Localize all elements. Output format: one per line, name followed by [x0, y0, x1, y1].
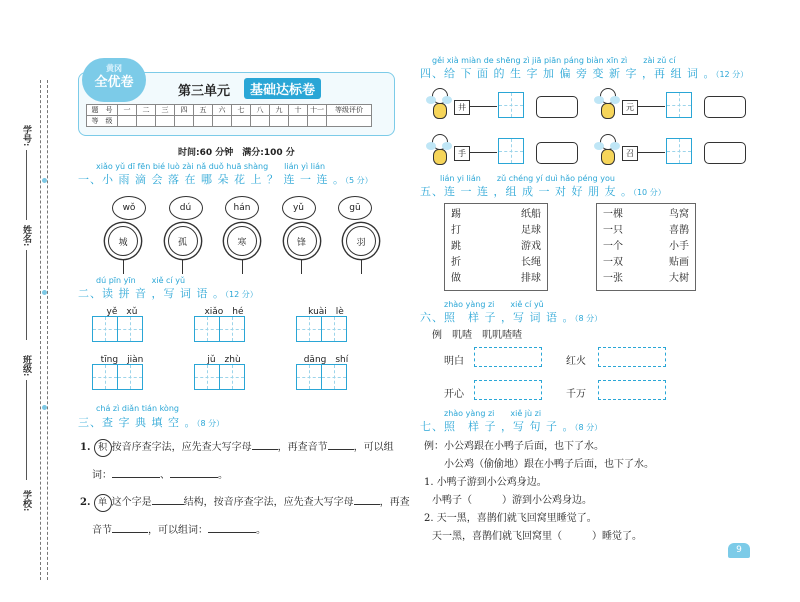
match-word[interactable]: 长绳 — [521, 257, 541, 268]
writing-cell[interactable] — [117, 316, 143, 342]
arrow-line — [637, 106, 665, 107]
flower-stem — [361, 260, 362, 274]
s3-q2a: 这个字是 — [111, 497, 152, 508]
word-answer-box[interactable] — [704, 142, 746, 164]
match-word[interactable]: 一只 — [603, 225, 623, 236]
flower[interactable] — [227, 226, 257, 274]
bee-icon — [594, 86, 620, 120]
s3-title-text: 三、查 字 典 填 空 。 — [78, 416, 197, 429]
writing-grid — [194, 364, 254, 390]
s7-a1b: ）游到小公鸡身边。 — [502, 495, 592, 506]
score-cell[interactable] — [156, 116, 175, 127]
match-word[interactable]: 一个 — [603, 241, 623, 252]
pinyin-label: yě xǔ — [106, 307, 138, 317]
s6-title — [420, 309, 602, 325]
match-word[interactable]: 鸟窝 — [669, 209, 689, 220]
s3-q1f: 。 — [218, 470, 228, 481]
score-col-header: 八 — [251, 105, 270, 116]
writing-cell[interactable] — [219, 316, 245, 342]
writing-cell[interactable] — [194, 364, 220, 390]
answer-blank[interactable] — [112, 477, 160, 478]
match-col-nouns — [521, 207, 541, 287]
s7-answer-1 — [432, 491, 592, 506]
s5-score: （10 分） — [632, 188, 666, 197]
s7-a2a: 天一黑，喜鹊们就飞回窝里（ — [432, 531, 562, 542]
score-table — [86, 104, 372, 127]
flower-head: 羽 — [346, 226, 376, 256]
bee-icon — [594, 132, 620, 166]
s3-q1d: 词： — [92, 470, 112, 481]
s3-q1e: 、 — [160, 470, 170, 481]
s3-q1-char: 积 — [94, 439, 112, 457]
answer-blank[interactable] — [112, 532, 148, 533]
s7-question-2: 2. 天一黑，喜鹊们就飞回窝里睡觉了。 — [424, 513, 597, 524]
match-box-left — [444, 203, 548, 291]
arrow-line — [469, 152, 497, 153]
raindrop[interactable]: dú — [169, 196, 203, 220]
score-cell[interactable] — [175, 116, 194, 127]
flower-head: 寒 — [227, 226, 257, 256]
writing-cell[interactable] — [321, 316, 347, 342]
s1-title — [78, 171, 373, 187]
s7-answer-2 — [432, 527, 642, 542]
score-grade-row — [87, 116, 372, 127]
s2-title-text: 二、读 拼 音 ，写 词 语 。 — [78, 287, 225, 300]
answer-blank[interactable] — [152, 504, 184, 505]
match-word[interactable]: 踢 — [451, 209, 461, 220]
s2-pinyin: dú pīn yīn xiě cí yǔ — [96, 276, 186, 285]
word-answer-box[interactable] — [536, 142, 578, 164]
score-col-header: 七 — [232, 105, 251, 116]
word-answer-box[interactable] — [536, 96, 578, 118]
s7-example-2: 小公鸡（偷偷地）跟在小鸭子后面，也下了水。 — [444, 459, 654, 470]
score-cell[interactable] — [194, 116, 213, 127]
s5-title-text: 五、连 一 连 ，组 成 一 对 好 朋 友 。 — [420, 185, 633, 198]
s5-pinyin: lián yi lián zǔ chéng yí duì hǎo péng you — [440, 174, 615, 183]
score-cell[interactable] — [308, 116, 327, 127]
writing-grid — [194, 316, 254, 342]
s6-example: 例 叽喳 叽叽喳喳 — [432, 330, 522, 341]
match-word[interactable]: 喜鹊 — [669, 225, 689, 236]
score-col-header: 一 — [118, 105, 137, 116]
writing-cell[interactable] — [666, 92, 692, 118]
s7-a2b: ）睡觉了。 — [592, 531, 642, 542]
time-score-line: 时间:60 分钟 满分:100 分 — [178, 148, 295, 158]
answer-box[interactable] — [474, 380, 542, 400]
pinyin-label: kuài lè — [308, 307, 344, 317]
s6-word-2: 红火 — [566, 356, 586, 367]
binding-line-2 — [47, 80, 48, 580]
s3-q1-line1: 1. 积 按音序查字法，应先查大写字母 ，再查音节 ，可以组 — [80, 438, 394, 457]
bee-icon — [426, 132, 452, 166]
flower[interactable] — [287, 226, 317, 274]
writing-grid — [92, 364, 152, 390]
answer-box[interactable] — [474, 347, 542, 367]
score-cell[interactable] — [289, 116, 308, 127]
score-cell[interactable] — [213, 116, 232, 127]
base-char: 井 — [454, 100, 470, 115]
base-char: 手 — [454, 146, 470, 161]
writing-cell[interactable] — [219, 364, 245, 390]
score-col-header: 六 — [213, 105, 232, 116]
s6-title-text: 六、照 样 子 ，写 词 语 。 — [420, 311, 575, 324]
s7-pinyin: zhào yàng zi xiě jù zi — [444, 409, 542, 418]
answer-box[interactable] — [598, 347, 666, 367]
s7-a1a: 小鸭子（ — [432, 495, 472, 506]
s6-pinyin: zhào yàng zi xiě cí yǔ — [444, 300, 544, 309]
s4-title — [420, 65, 748, 81]
score-col-header: 十 — [289, 105, 308, 116]
s6-word-4: 千万 — [566, 389, 586, 400]
match-word[interactable]: 一双 — [603, 257, 623, 268]
match-word[interactable]: 折 — [451, 257, 461, 268]
pinyin-word — [92, 304, 152, 342]
base-char: 元 — [622, 100, 638, 115]
arrow-line — [637, 152, 665, 153]
score-header-row — [87, 105, 372, 116]
answer-blank[interactable] — [208, 532, 256, 533]
s5-title — [420, 183, 666, 199]
s6-score: （8 分） — [574, 314, 603, 323]
score-col-header: 五 — [194, 105, 213, 116]
pinyin-word — [194, 352, 254, 390]
s4-title-text: 四、给 下 面 的 生 字 加 偏 旁 变 新 字 ，再 组 词 。 — [420, 67, 716, 80]
writing-cell[interactable] — [321, 364, 347, 390]
s1-title-text: 一、小 雨 滴 会 落 在 哪 朵 花 上 ？ 连 一 连 。 — [78, 173, 345, 186]
writing-cell[interactable] — [92, 316, 118, 342]
flower-stem — [182, 260, 183, 274]
flower[interactable] — [108, 226, 138, 274]
s2-score: （12 分） — [224, 290, 258, 299]
s3-q1-line2 — [92, 466, 228, 481]
flower-head: 孤 — [168, 226, 198, 256]
match-col-verbs — [451, 207, 461, 287]
s3-q2f: 。 — [256, 525, 266, 536]
score-cell[interactable] — [137, 116, 156, 127]
s1-pinyin: xiǎo yǔ dī fēn bié luò zài nǎ duǒ huā shàng lián yì lián — [96, 162, 326, 171]
raindrop[interactable]: hán — [225, 196, 259, 220]
match-word[interactable]: 打 — [451, 225, 461, 236]
raindrop[interactable]: gū — [338, 196, 372, 220]
s3-q2e: ，可以组词： — [148, 525, 208, 536]
match-box-right — [596, 203, 696, 291]
flower-head: 城 — [108, 226, 138, 256]
match-col-objects — [669, 207, 689, 287]
pinyin-word — [296, 352, 356, 390]
new-char-grid — [498, 92, 523, 118]
match-word[interactable]: 一张 — [603, 273, 623, 284]
radical-exercise-grid — [426, 86, 776, 176]
page-number: 9 — [728, 543, 750, 558]
s3-q2-char: 单 — [94, 494, 112, 512]
score-col-header: 十一 — [308, 105, 327, 116]
flower-row — [108, 226, 376, 274]
writing-cell[interactable] — [296, 316, 322, 342]
match-word[interactable]: 纸船 — [521, 209, 541, 220]
match-word[interactable]: 贴画 — [669, 257, 689, 268]
answer-blank[interactable] — [170, 477, 218, 478]
s1-score: （5 分） — [344, 176, 373, 185]
flower[interactable] — [346, 226, 376, 274]
arrow-line — [469, 106, 497, 107]
answer-blank[interactable] — [252, 449, 278, 450]
answer-blank[interactable] — [328, 449, 354, 450]
match-word[interactable]: 游戏 — [521, 241, 541, 252]
pinyin-label: jǔ zhù — [207, 355, 241, 365]
margin-school-label: 学校: — [21, 490, 31, 512]
match-word[interactable]: 跳 — [451, 241, 461, 252]
score-col-header: 三 — [156, 105, 175, 116]
match-col-measure — [603, 207, 623, 287]
margin-id-label: 学号: — [21, 125, 31, 147]
binding-hole — [42, 290, 47, 295]
match-word[interactable]: 做 — [451, 273, 461, 284]
s3-q2b: 结构，按音序查字法，应先查大写字母 — [183, 497, 354, 508]
s3-q1b: ，再查音节 — [277, 442, 328, 453]
answer-box[interactable] — [598, 380, 666, 400]
s2-title — [78, 285, 258, 301]
writing-cell[interactable] — [296, 364, 322, 390]
raindrop[interactable]: wǒ — [112, 196, 146, 220]
s4-score: （12 分） — [715, 70, 749, 79]
binding-line — [40, 80, 41, 580]
s4-pinyin: gěi xià miàn de shēng zì jiā piān páng biàn xīn zì zài zǔ cí — [432, 56, 676, 65]
score-cell[interactable] — [232, 116, 251, 127]
margin-name-label: 姓名: — [21, 225, 31, 247]
flower[interactable] — [168, 226, 198, 274]
match-word[interactable]: 一棵 — [603, 209, 623, 220]
margin-class-label: 班级: — [21, 355, 31, 377]
binding-hole — [42, 405, 47, 410]
s7-score: （8 分） — [574, 423, 603, 432]
score-cell[interactable] — [327, 116, 372, 127]
flower-stem — [123, 260, 124, 274]
writing-cell[interactable] — [194, 316, 220, 342]
s3-q1c: ，可以组 — [353, 442, 394, 453]
s3-q2c: ，再查 — [379, 497, 410, 508]
brand-badge — [82, 58, 146, 102]
writing-grid — [296, 316, 356, 342]
s7-title — [420, 418, 602, 434]
new-char-grid — [498, 138, 523, 164]
s3-title — [78, 414, 224, 430]
new-char-grid — [666, 138, 691, 164]
score-col-header: 四 — [175, 105, 194, 116]
score-cell[interactable] — [270, 116, 289, 127]
score-col-header: 等级评价 — [327, 105, 372, 116]
score-col-header: 九 — [270, 105, 289, 116]
score-cell[interactable] — [118, 116, 137, 127]
s3-q2-line2 — [92, 521, 266, 536]
score-col-header: 二 — [137, 105, 156, 116]
s3-q2-line1: 2. 单 这个字是 结构，按音序查字法，应先查大写字母 ，再查 — [80, 493, 410, 512]
margin-line — [26, 150, 27, 220]
match-word[interactable]: 排球 — [521, 273, 541, 284]
pinyin-word — [296, 304, 356, 342]
unit-title: 第三单元 — [178, 84, 231, 99]
writing-cell[interactable] — [92, 364, 118, 390]
match-word[interactable]: 足球 — [521, 225, 541, 236]
s3-pinyin: chá zì diǎn tián kòng — [96, 404, 179, 413]
pinyin-word — [194, 304, 254, 342]
s3-score: （8 分） — [196, 419, 225, 428]
flower-stem — [242, 260, 243, 274]
new-char-grid — [666, 92, 691, 118]
margin-line — [26, 380, 27, 480]
score-col-header: 题 号 — [87, 105, 118, 116]
s7-title-text: 七、照 样 子 ，写 句 子 。 — [420, 420, 575, 433]
s3-q2d: 音节 — [92, 525, 112, 536]
match-word[interactable]: 小手 — [669, 241, 689, 252]
score-cell[interactable] — [251, 116, 270, 127]
flower-head: 锋 — [287, 226, 317, 256]
score-cell: 等 级 — [87, 116, 118, 127]
match-word[interactable]: 大树 — [669, 273, 689, 284]
pinyin-label: xiǎo hé — [204, 307, 244, 317]
s6-word-1: 明白 — [444, 356, 464, 367]
s6-word-3: 开心 — [444, 389, 464, 400]
writing-cell[interactable] — [498, 138, 524, 164]
pinyin-word — [92, 352, 152, 390]
base-char: 召 — [622, 146, 638, 161]
flower-stem — [301, 260, 302, 274]
s3-q1a: 按音序查字法，应先查大写字母 — [111, 442, 252, 453]
paper-title: 基础达标卷 — [244, 78, 321, 99]
writing-grid — [92, 316, 152, 342]
raindrop-row — [112, 196, 372, 220]
raindrop[interactable]: yǔ — [282, 196, 316, 220]
writing-grid — [296, 364, 356, 390]
margin-line — [26, 250, 27, 340]
s7-example-1: 例：小公鸡跟在小鸭子后面，也下了水。 — [424, 441, 604, 452]
badge-small-text: 黄冈 — [106, 64, 122, 73]
writing-cell[interactable] — [117, 364, 143, 390]
pinyin-label: tīng jiàn — [100, 355, 144, 365]
s7-question-1: 1. 小鸭子游到小公鸡身边。 — [424, 477, 547, 488]
answer-blank[interactable] — [354, 504, 380, 505]
writing-cell[interactable] — [666, 138, 692, 164]
binding-hole — [42, 178, 47, 183]
bee-icon — [426, 86, 452, 120]
pinyin-label: dāng shí — [303, 355, 349, 365]
writing-cell[interactable] — [498, 92, 524, 118]
word-answer-box[interactable] — [704, 96, 746, 118]
badge-big-text: 全优卷 — [94, 75, 134, 90]
